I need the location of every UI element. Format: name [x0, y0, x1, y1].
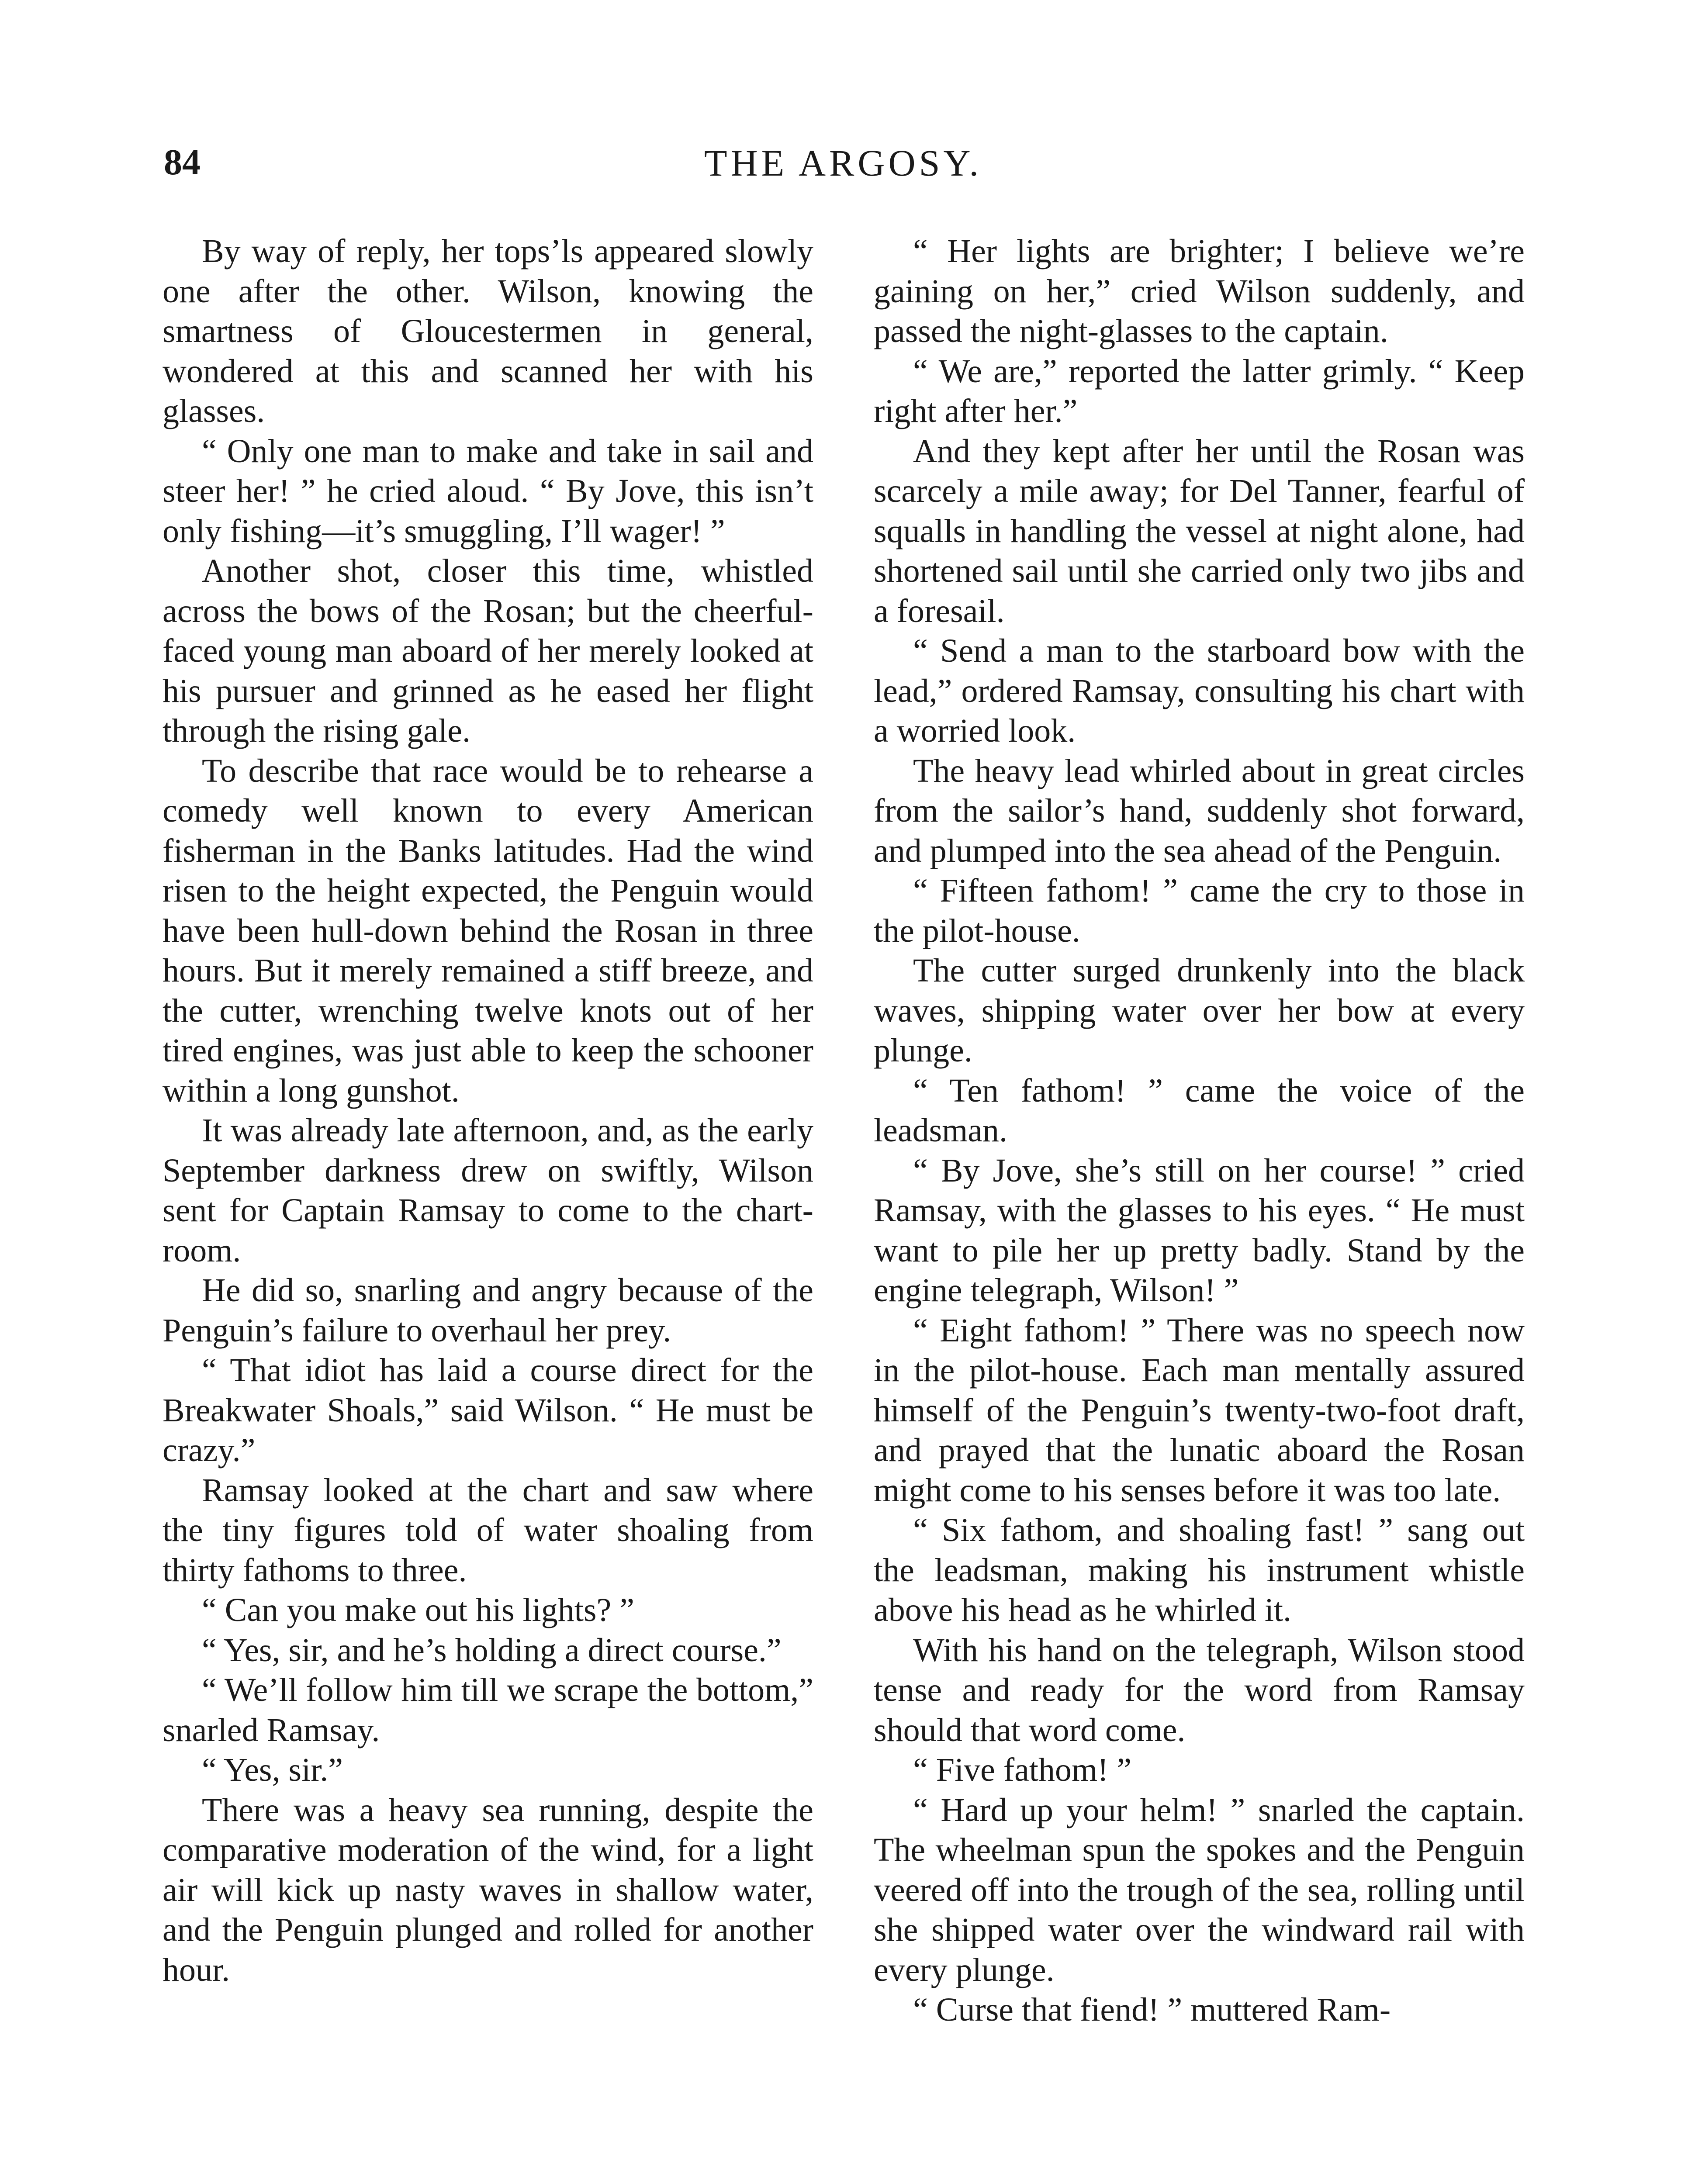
- left-column: [163, 232, 813, 1990]
- page-number: 84: [164, 142, 201, 183]
- paragraph: The cutter surged drunkenly into the black waves, shipping water over her bow at every plunge.: [874, 952, 1525, 1069]
- paragraph: “ Yes, sir.”: [202, 1752, 343, 1788]
- right-column: [874, 232, 1525, 2030]
- paragraph: “ That idiot has laid a course direct for the Breakwater Shoals,” said Wilson. “ He must be crazy.”: [163, 1352, 813, 1469]
- paragraph: “ Curse that fiend! ” muttered Ram-: [913, 1991, 1391, 2028]
- paragraph: The heavy lead whirled about in great circles from the sailor’s hand, suddenly shot forward, and plumped into the sea ahead of the Penguin.: [874, 752, 1525, 869]
- paragraph: “ We’ll follow him till we scrape the bottom,” snarled Ramsay.: [163, 1672, 813, 1749]
- paragraph: With his hand on the telegraph, Wilson stood tense and ready for the word from Ramsay should that word come.: [874, 1631, 1525, 1749]
- paragraph: And they kept after her until the Rosan was scarcely a mile away; for Del Tanner, fearful of squalls in handling the vessel at night alone, had shortened sail until she carried only two jibs and a foresail.: [874, 432, 1525, 629]
- paragraph: “ Eight fathom! ” There was no speech now in the pilot-house. Each man mentally assured himself of the Penguin’s twenty-two-foot draft, and prayed that the lunatic aboard the Rosan might come to his senses before it was too late.: [874, 1312, 1525, 1509]
- paragraph: “ We are,” reported the latter grimly. “ Keep right after her.”: [874, 352, 1525, 429]
- paragraph: To describe that race would be to rehearse a comedy well known to every American fisherman in the Banks latitudes. Had the wind risen to the height expected, the Penguin would have been hull-down behind the Rosan in three hours. But it merely remained a stiff breeze, and the cutter, wrenching twelve knots out of her tired engines, was just able to keep the schooner within a long gunshot.: [163, 752, 813, 1109]
- paragraph: “ Six fathom, and shoaling fast! ” sang out the leadsman, making his instrument whistle above his head as he whirled it.: [874, 1512, 1525, 1628]
- paragraph: “ Hard up your helm! ” snarled the captain. The wheelman spun the spokes and the Penguin veered off into the trough of the sea, rolling until she shipped water over the windward rail with every plunge.: [874, 1791, 1525, 1988]
- paragraph: “ Ten fathom! ” came the voice of the leadsman.: [874, 1072, 1525, 1149]
- paragraph: “ Her lights are brighter; I believe we’re gaining on her,” cried Wilson suddenly, and passed the night-glasses to the captain.: [874, 233, 1525, 349]
- paragraph: “ Fifteen fathom! ” came the cry to those in the pilot-house.: [874, 872, 1525, 949]
- paragraph: “ By Jove, she’s still on her course! ” cried Ramsay, with the glasses to his eyes. “ He must want to pile her up pretty badly. Stand by the engine telegraph, Wilson! ”: [874, 1152, 1525, 1309]
- paragraph: “ Only one man to make and take in sail and steer her! ” he cried aloud. “ By Jove, this isn’t only fishing—it’s smuggling, I’ll wager! ”: [163, 432, 813, 549]
- paragraph: “ Can you make out his lights? ”: [202, 1592, 634, 1628]
- paragraph: He did so, snarling and angry because of the Penguin’s failure to overhaul her prey.: [163, 1272, 813, 1349]
- paragraph: “ Send a man to the starboard bow with the lead,” ordered Ramsay, consulting his chart with a worried look.: [874, 632, 1525, 749]
- running-head-title: THE ARGOSY.: [704, 142, 982, 184]
- paragraph: Another shot, closer this time, whistled across the bows of the Rosan; but the cheerful-faced young man aboard of her merely looked at his pursuer and grinned as he eased her flight through the rising gale.: [163, 553, 813, 749]
- paragraph: “ Yes, sir, and he’s holding a direct course.”: [202, 1631, 782, 1669]
- paragraph: Ramsay looked at the chart and saw where the tiny figures told of water shoaling from thirty fathoms to three.: [163, 1472, 813, 1589]
- paragraph: There was a heavy sea running, despite the comparative moderation of the wind, for a light air will kick up nasty waves in shallow water, and the Penguin plunged and rolled for another hour.: [163, 1791, 813, 1988]
- paragraph: “ Five fathom! ”: [913, 1752, 1132, 1788]
- paragraph: By way of reply, her tops’ls appeared slowly one after the other. Wilson, knowing the smartness of Gloucestermen in general, wondered at this and scanned her with his glasses.: [163, 233, 813, 429]
- paragraph: It was already late afternoon, and, as the early September darkness drew on swiftly, Wilson sent for Captain Ramsay to come to the chart-room.: [163, 1112, 813, 1269]
